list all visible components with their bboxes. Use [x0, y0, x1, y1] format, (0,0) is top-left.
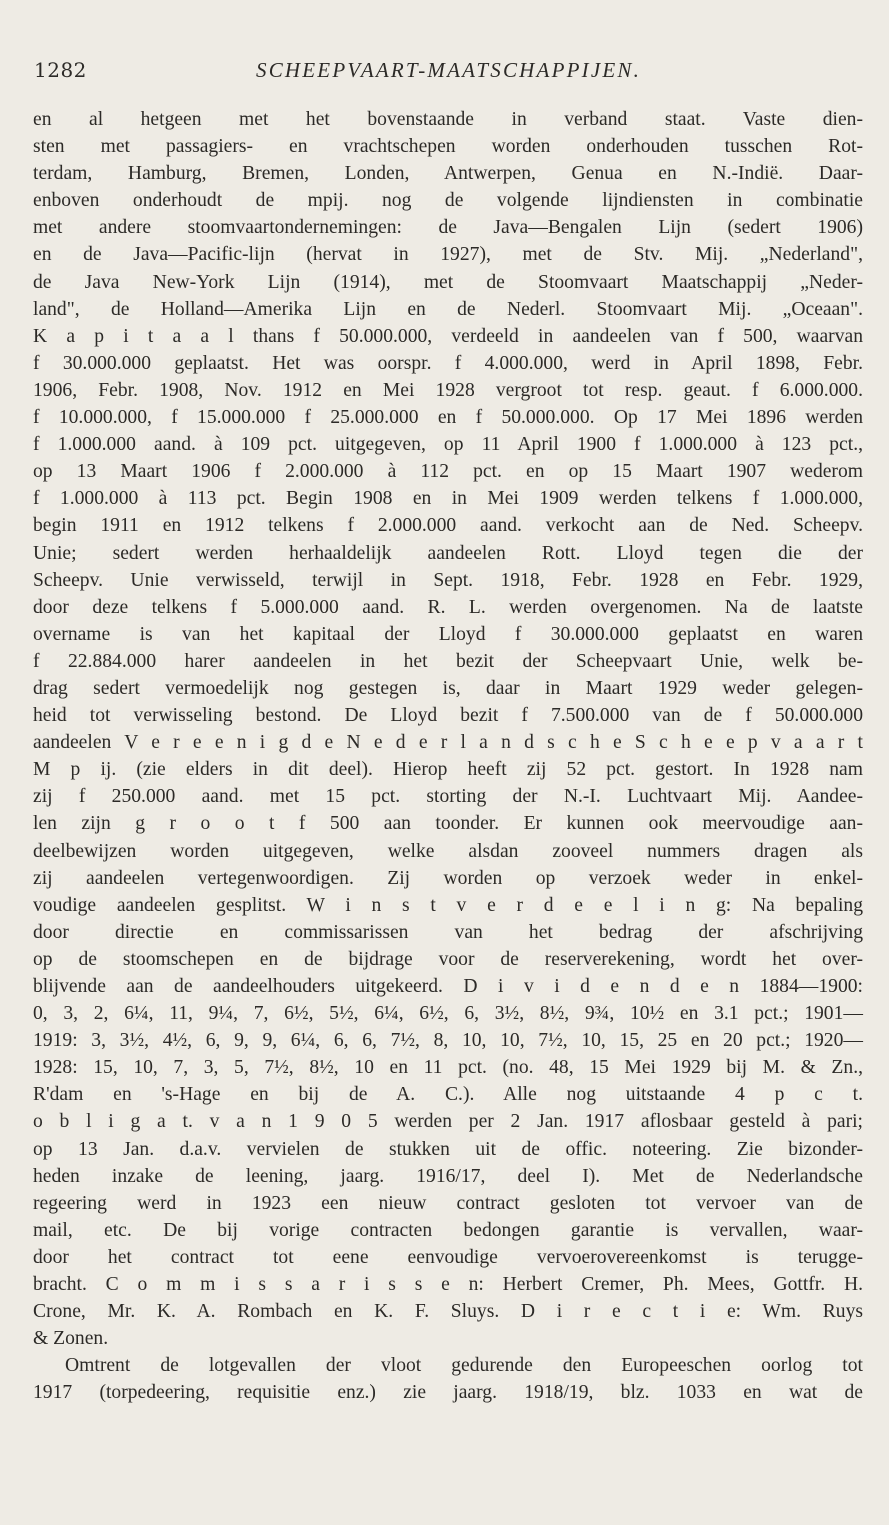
text-line: op 13 Maart 1906 f 2.000.000 à 112 pct. en op 15 Maart 1907 wederom [33, 461, 863, 483]
text-line: met andere stoomvaartondernemingen: de Java—Bengalen Lijn (sedert 1906) [33, 217, 863, 239]
text-line: overname is van het kapitaal der Lloyd f 30.000.000 geplaatst en waren [33, 623, 863, 645]
text-line: regeering werd in 1923 een nieuw contract gesloten tot vervoer van de [33, 1192, 863, 1214]
text-line: de Java New-York Lijn (1914), met de Stoomvaart Maatschappij „Neder- [33, 271, 863, 293]
text-line: 1906, Febr. 1908, Nov. 1912 en Mei 1928 vergroot tot resp. geaut. f 6.000.000. [33, 379, 863, 401]
text-line: deelbewijzen worden uitgegeven, welke alsdan zooveel nummers dragen als [33, 840, 863, 862]
body-text [33, 106, 863, 1407]
text-line: heid tot verwisseling bestond. De Lloyd bezit f 7.500.000 van de f 50.000.000 [33, 705, 863, 727]
text-line: land", de Holland—Amerika Lijn en de Nederl. Stoomvaart Mij. „Oceaan". [33, 298, 863, 320]
text-line: voudige aandeelen gesplitst. W i n s t v e r d e e l i n g: Na bepaling [33, 894, 863, 916]
text-line: f 10.000.000, f 15.000.000 f 25.000.000 en f 50.000.000. Op 17 Mei 1896 werden [33, 407, 863, 429]
text-line: Scheepv. Unie verwisseld, terwijl in Sept. 1918, Febr. 1928 en Febr. 1929, [33, 569, 863, 591]
text-line: f 1.000.000 aand. à 109 pct. uitgegeven, op 11 April 1900 f 1.000.000 à 123 pct., [33, 434, 863, 456]
text-line: 1928: 15, 10, 7, 3, 5, 7½, 8½, 10 en 11 pct. (no. 48, 15 Mei 1929 bij M. & Zn., [33, 1057, 863, 1079]
page-header [34, 58, 854, 88]
page-number: 1282 [34, 58, 87, 82]
text-line: mail, etc. De bij vorige contracten bedongen garantie is vervallen, waar- [33, 1219, 863, 1241]
text-line: bracht. C o m m i s s a r i s s e n: Herbert Cremer, Ph. Mees, Gottfr. H. [33, 1274, 863, 1296]
text-line: zij f 250.000 aand. met 15 pct. storting der N.-I. Luchtvaart Mij. Aandee- [33, 786, 863, 808]
text-line: heden inzake de leening, jaarg. 1916/17, deel I). Met de Nederlandsche [33, 1165, 863, 1187]
text-line: blijvende aan de aandeelhouders uitgekeerd. D i v i d e n d e n 1884—1900: [33, 976, 863, 997]
text-line: terdam, Hamburg, Bremen, Londen, Antwerpen, Genua en N.-Indië. Daar- [33, 163, 863, 185]
text-line: M p ij. (zie elders in dit deel). Hierop heeft zij 52 pct. gestort. In 1928 nam [33, 759, 863, 781]
text-line: Omtrent de lotgevallen der vloot gedurende den Europeeschen oorlog tot [65, 1355, 863, 1377]
text-line: f 1.000.000 à 113 pct. Begin 1908 en in Mei 1909 werden telkens f 1.000.000, [33, 488, 863, 510]
text-line: f 30.000.000 geplaatst. Het was oorspr. f 4.000.000, werd in April 1898, Febr. [33, 352, 863, 374]
text-line: zij aandeelen vertegenwoordigen. Zij worden op verzoek weder in enkel- [33, 867, 863, 889]
text-line: 1919: 3, 3½, 4½, 6, 9, 9, 6¼, 6, 6, 7½, 8, 10, 10, 7½, 10, 15, 25 en 20 pct.; 1920— [33, 1030, 863, 1052]
text-line: aandeelen V e r e e n i g d e N e d e r l a n d s c h e S c h e e p v a a r t [33, 732, 863, 754]
text-line: enboven onderhoudt de mpij. nog de volgende lijndiensten in combinatie [33, 190, 863, 212]
text-line: 1917 (torpedeering, requisitie enz.) zie jaarg. 1918/19, blz. 1033 en wat de [33, 1382, 863, 1404]
text-line: door deze telkens f 5.000.000 aand. R. L. werden overgenomen. Na de laatste [33, 596, 863, 618]
text-line: begin 1911 en 1912 telkens f 2.000.000 aand. verkocht aan de Ned. Scheepv. [33, 515, 863, 537]
text-line: drag sedert vermoedelijk nog gestegen is, daar in Maart 1929 weder gelegen- [33, 677, 863, 699]
text-line: op de stoomschepen en de bijdrage voor de reserverekening, wordt het over- [33, 948, 863, 970]
text-line: & Zonen. [33, 1328, 109, 1350]
text-line: o b l i g a t. v a n 1 9 0 5 werden per 2 Jan. 1917 aflosbaar gesteld à pari; [33, 1111, 863, 1133]
text-line: 0, 3, 2, 6¼, 11, 9¼, 7, 6½, 5½, 6¼, 6½, 6, 3½, 8½, 9¾, 10½ en 3.1 pct.; 1901— [33, 1003, 863, 1025]
text-line: door directie en commissarissen van het bedrag der afschrijving [33, 921, 863, 943]
text-line: door het contract tot eene eenvoudige vervoerovereenkomst is terugge- [33, 1246, 863, 1268]
text-line: R'dam en 's-Hage en bij de A. C.). Alle nog uitstaande 4 p c t. [33, 1084, 863, 1106]
text-line: K a p i t a a l thans f 50.000.000, verdeeld in aandeelen van f 500, waarvan [33, 325, 863, 347]
text-line: en de Java—Pacific-lijn (hervat in 1927), met de Stv. Mij. „Nederland", [33, 244, 863, 266]
text-line: Crone, Mr. K. A. Rombach en K. F. Sluys. D i r e c t i e: Wm. Ruys [33, 1301, 863, 1323]
text-line: sten met passagiers- en vrachtschepen worden onderhouden tusschen Rot- [33, 136, 863, 158]
text-line: en al hetgeen met het bovenstaande in verband staat. Vaste dien- [33, 109, 863, 130]
running-title: SCHEEPVAART-MAATSCHAPPIJEN. [256, 58, 642, 82]
text-line: f 22.884.000 harer aandeelen in het bezit der Scheepvaart Unie, welk be- [33, 650, 863, 672]
text-line: op 13 Jan. d.a.v. vervielen de stukken uit de offic. noteering. Zie bizonder- [33, 1138, 863, 1160]
text-line: Unie; sedert werden herhaaldelijk aandeelen Rott. Lloyd tegen die der [33, 542, 863, 564]
text-line: len zijn g r o o t f 500 aan toonder. Er kunnen ook meervoudige aan- [33, 813, 863, 835]
